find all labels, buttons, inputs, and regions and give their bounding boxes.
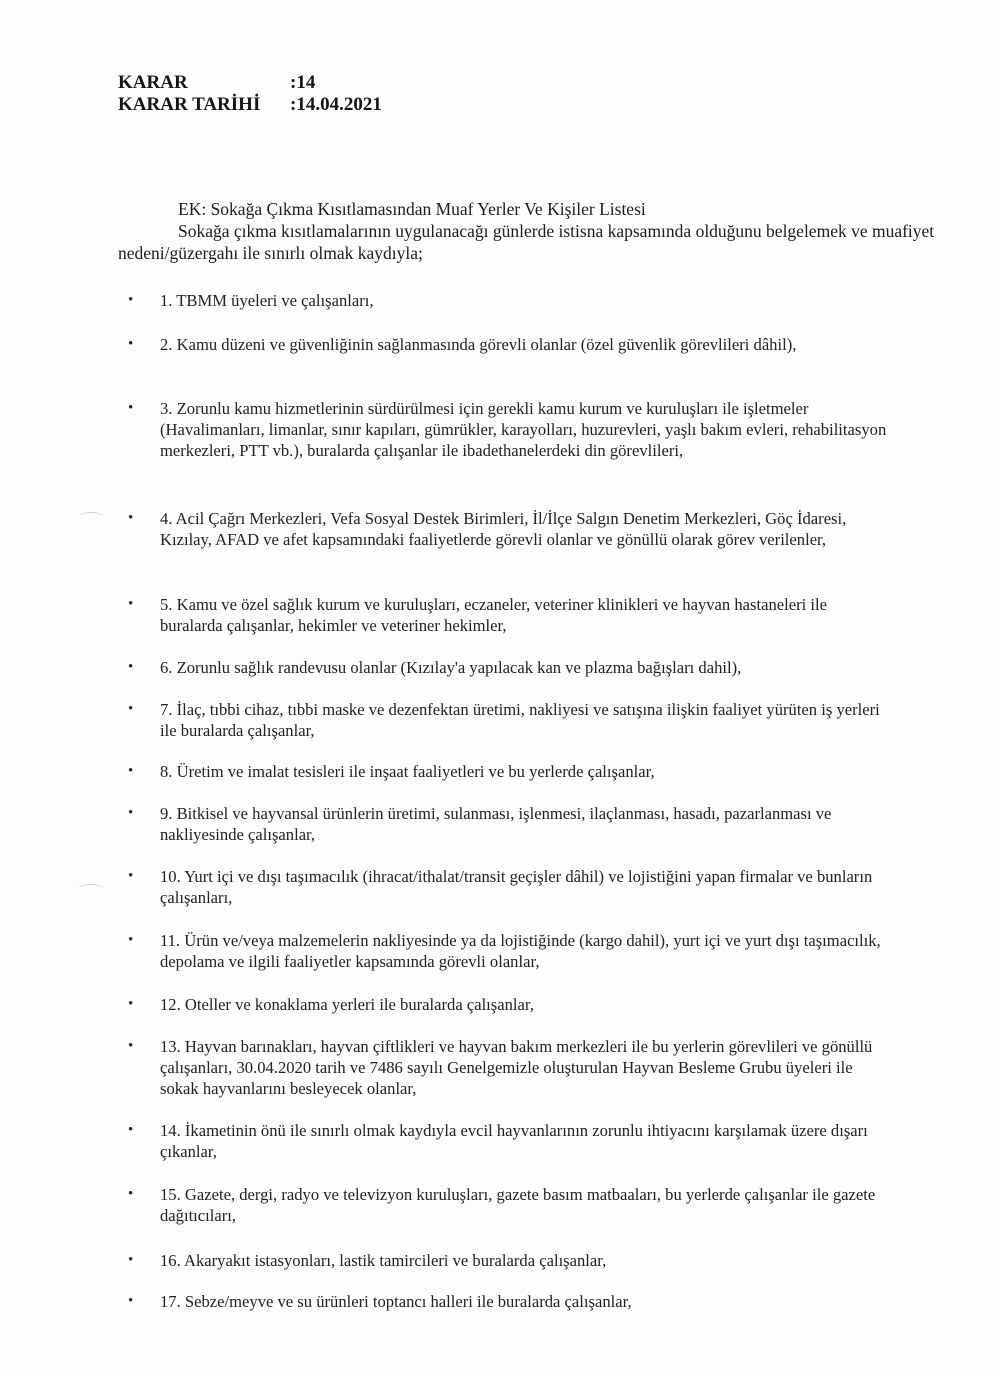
list-item-text: 14. İkametinin önü ile sınırlı olmak kaydıyla evcil hayvanlarının zorunlu ihtiyacını karşılamak üzere dışarı çıkanlar, <box>160 1121 868 1161</box>
intro-section <box>118 198 938 264</box>
list-item-text: 2. Kamu düzeni ve güvenliğinin sağlanmasında görevli olanlar (özel güvenlik görevlileri dâhil), <box>160 335 797 354</box>
list-item-text: 5. Kamu ve özel sağlık kurum ve kuruluşları, eczaneler, veteriner klinikleri ve hayvan hastaneleri ile buralarda çalışanlar, hekimler ve veteriner hekimler, <box>160 595 827 635</box>
list-item <box>118 290 888 311</box>
decision-label: KARAR <box>118 72 188 93</box>
list-item <box>118 508 888 550</box>
bullet-icon: • <box>128 596 134 612</box>
bullet-icon: • <box>128 400 134 416</box>
scan-artifact <box>78 884 104 895</box>
list-item-text: 16. Akaryakıt istasyonları, lastik tamircileri ve buralarda çalışanlar, <box>160 1251 607 1270</box>
list-item <box>118 1291 888 1312</box>
decision-header <box>118 72 382 116</box>
bullet-icon: • <box>128 1038 134 1054</box>
decision-number: :14 <box>290 72 316 93</box>
annex-title: EK: Sokağa Çıkma Kısıtlamasından Muaf Yerler Ve Kişiler Listesi <box>178 199 646 219</box>
list-item-text: 13. Hayvan barınakları, hayvan çiftlikleri ve hayvan bakım merkezleri ile bu yerlerin görevlileri ve gönüllü çalışanları, 30.04.2020 tarih ve 7486 sayılı Genelgemizle oluşturulan Hayvan Besleme Grubu üyeleri ile sokak hayvanlarını besleyecek olanlar, <box>160 1037 873 1098</box>
list-item <box>118 398 888 461</box>
bullet-icon: • <box>128 763 134 779</box>
list-item <box>118 657 888 678</box>
list-item <box>118 994 888 1015</box>
decision-date: :14.04.2021 <box>290 94 382 115</box>
list-item-text: 17. Sebze/meyve ve su ürünleri toptancı halleri ile buralarda çalışanlar, <box>160 1292 632 1311</box>
list-item <box>118 1036 888 1099</box>
decision-date-label: KARAR TARİHİ <box>118 94 261 115</box>
bullet-icon: • <box>128 996 134 1012</box>
bullet-icon: • <box>128 1252 134 1268</box>
list-item <box>118 699 888 741</box>
list-item-text: 4. Acil Çağrı Merkezleri, Vefa Sosyal Destek Birimleri, İl/İlçe Salgın Denetim Merkezleri, Göç İdaresi, Kızılay, AFAD ve afet kapsamındaki faaliyetlerde görevli olanlar ve gönüllü olarak görev verilenler, <box>160 509 847 549</box>
list-item-text: 12. Oteller ve konaklama yerleri ile buralarda çalışanlar, <box>160 995 534 1014</box>
list-item <box>118 930 888 972</box>
list-item-text: 6. Zorunlu sağlık randevusu olanlar (Kızılay'a yapılacak kan ve plazma bağışları dahil), <box>160 658 742 677</box>
list-item <box>118 803 888 845</box>
list-item-text: 8. Üretim ve imalat tesisleri ile inşaat faaliyetleri ve bu yerlerde çalışanlar, <box>160 762 655 781</box>
bullet-icon: • <box>128 510 134 526</box>
list-item <box>118 1184 888 1226</box>
intro-paragraph: Sokağa çıkma kısıtlamalarının uygulanacağı günlerde istisna kapsamında olduğunu belgelemek ve muafiyet nedeni/güzergahı ile sınırlı olmak kaydıyla; <box>118 221 935 263</box>
list-item-text: 7. İlaç, tıbbi cihaz, tıbbi maske ve dezenfektan üretimi, nakliyesi ve satışına ilişkin faaliyet yürüten iş yerleri ile buralarda çalışanlar, <box>160 700 880 740</box>
list-item <box>118 866 888 908</box>
bullet-icon: • <box>128 1186 134 1202</box>
bullet-icon: • <box>128 701 134 717</box>
decision-number-row <box>118 72 382 94</box>
decision-date-row <box>118 94 382 116</box>
bullet-icon: • <box>128 1293 134 1309</box>
list-item <box>118 594 888 636</box>
bullet-icon: • <box>128 932 134 948</box>
list-item <box>118 1250 888 1271</box>
list-item-text: 1. TBMM üyeleri ve çalışanları, <box>160 291 374 310</box>
scan-artifact <box>78 512 104 523</box>
bullet-icon: • <box>128 1122 134 1138</box>
list-item-text: 10. Yurt içi ve dışı taşımacılık (ihracat/ithalat/transit geçişler dâhil) ve lojistiğini yapan firmalar ve bunların çalışanları, <box>160 867 873 907</box>
bullet-icon: • <box>128 336 134 352</box>
bullet-icon: • <box>128 659 134 675</box>
list-item <box>118 1120 888 1162</box>
list-item-text: 3. Zorunlu kamu hizmetlerinin sürdürülmesi için gerekli kamu kurum ve kuruluşları ile işletmeler (Havalimanları, limanlar, sınır kapıları, gümrükler, karayolları, huzurevleri, yaşlı bakım evleri, rehabilitasyon merkezleri, PTT vb.), buralarda çalışanlar ile ibadethanelerdeki din görevlileri, <box>160 399 887 460</box>
list-item-text: 9. Bitkisel ve hayvansal ürünlerin üretimi, sulanması, işlenmesi, ilaçlanması, hasadı, pazarlanması ve nakliyesinde çalışanlar, <box>160 804 832 844</box>
bullet-icon: • <box>128 868 134 884</box>
list-item <box>118 334 888 355</box>
bullet-icon: • <box>128 292 134 308</box>
list-item-text: 15. Gazete, dergi, radyo ve televizyon kuruluşları, gazete basım matbaaları, bu yerlerde çalışanlar ile gazete dağıtıcıları, <box>160 1185 876 1225</box>
list-item-text: 11. Ürün ve/veya malzemelerin nakliyesinde ya da lojistiğinde (kargo dahil), yurt içi ve yurt dışı taşımacılık, depolama ve ilgili faaliyetler kapsamında görevli olanlar, <box>160 931 881 971</box>
list-item <box>118 761 888 782</box>
bullet-icon: • <box>128 805 134 821</box>
